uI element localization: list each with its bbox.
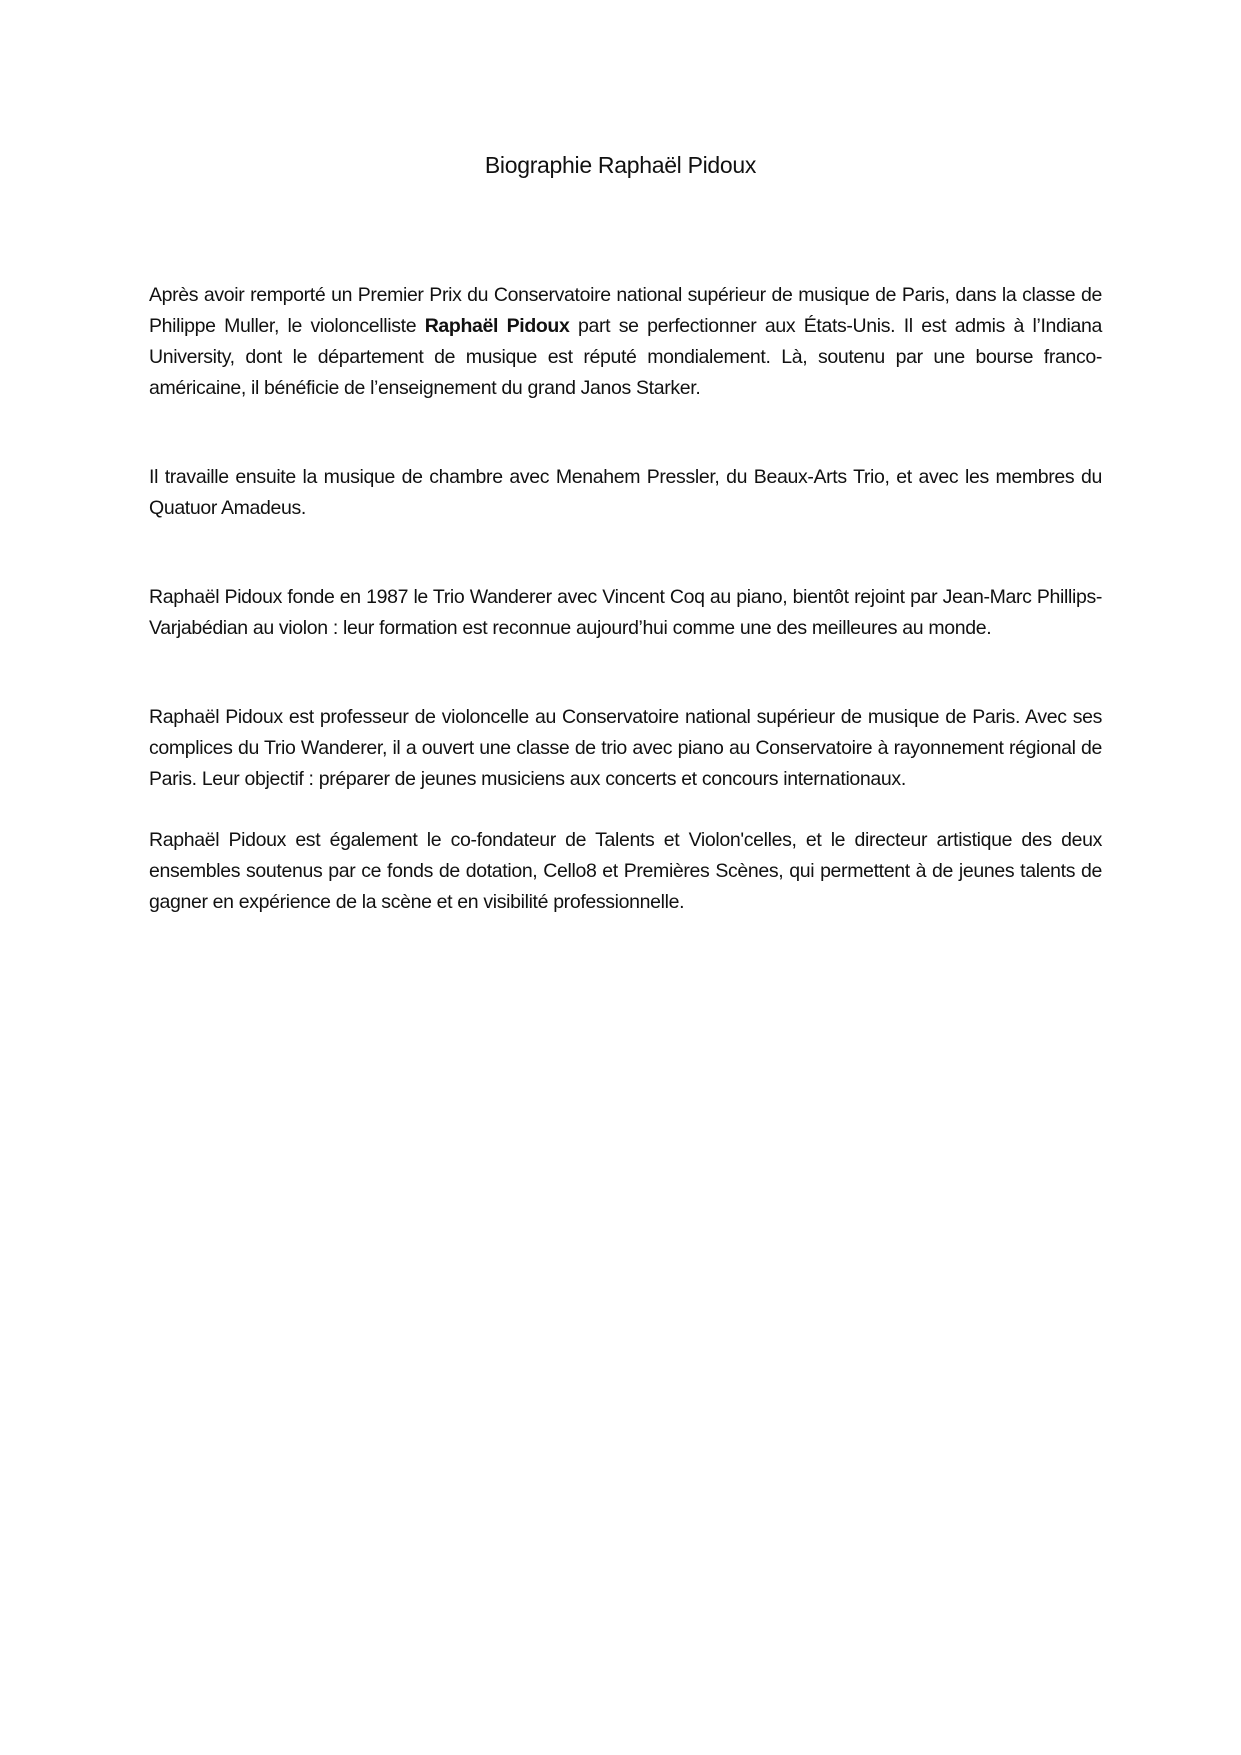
paragraph-4: Raphaël Pidoux est professeur de violoncelle au Conservatoire national supérieur de musique de Paris. Avec ses complices du Trio Wanderer, il a ouvert une classe de trio avec piano au Conservatoire à rayonnement régional de Paris. Leur objectif : préparer de jeunes musiciens aux concerts et concours internationaux. [149, 706, 1102, 790]
paragraph-1-text-start: Après avoir remporté un Premier Prix du Conservatoire national supérieur de musique de Paris, dans la classe de Philippe Muller, le violoncelliste [149, 284, 1102, 337]
paragraph-1-text-end: part se perfectionner aux États-Unis. Il est admis à l’Indiana University, dont le département de musique est réputé mondialement. Là, soutenu par une bourse franco-américaine, il bénéficie de l’enseignement du grand Janos Starker. [149, 315, 1102, 399]
document-title: Biographie Raphaël Pidoux [484, 152, 757, 178]
paragraph-1 [149, 280, 1102, 404]
paragraph-3: Raphaël Pidoux fonde en 1987 le Trio Wanderer avec Vincent Coq au piano, bientôt rejoint par Jean-Marc Phillips-Varjabédian au violon : leur formation est reconnue aujourd’hui comme une des meilleures au monde. [149, 586, 1102, 639]
paragraph-5: Raphaël Pidoux est également le co-fondateur de Talents et Violon'celles, et le directeur artistique des deux ensembles soutenus par ce fonds de dotation, Cello8 et Premières Scènes, qui permettent à de jeunes talents de gagner en expérience de la scène et en visibilité professionnelle. [149, 829, 1102, 913]
bold-name: Raphaël Pidoux [424, 315, 570, 337]
paragraph-2: Il travaille ensuite la musique de chambre avec Menahem Pressler, du Beaux-Arts Trio, et avec les membres du Quatuor Amadeus. [149, 466, 1102, 519]
document-body [149, 280, 1102, 918]
